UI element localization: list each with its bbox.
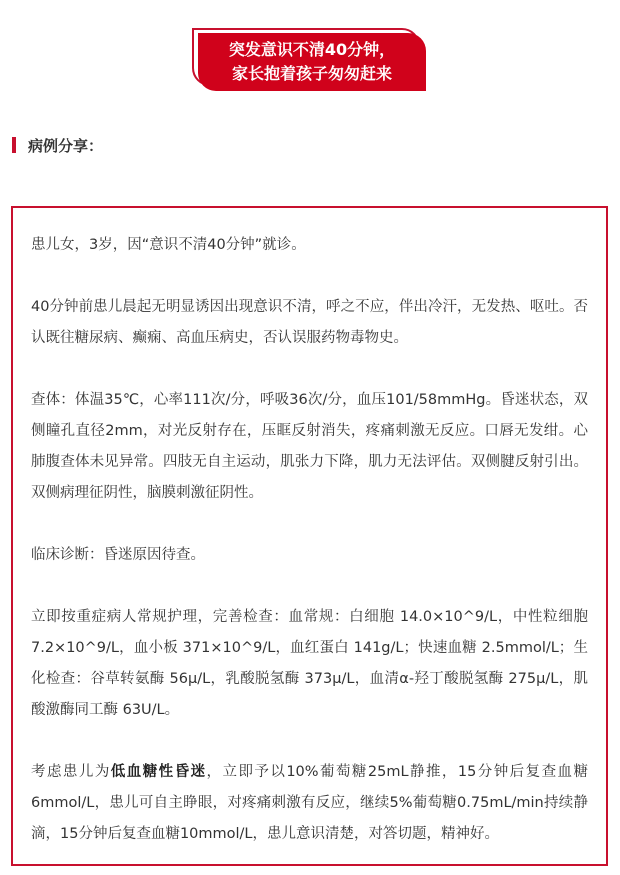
case-history-paragraph: 40分钟前患儿晨起无明显诱因出现意识不清，呼之不应，伴出冷汗，无发热、呕吐。否认既往糖尿病、癫痫、高血压病史，否认误服药物毒物史。: [31, 299, 588, 346]
case-diagnosis-paragraph: 临床诊断：昏迷原因待查。: [31, 547, 205, 563]
treatment-text-post: ，立即予以10%葡萄糖25mL静推，15分钟后复查血糖6mmol/L，患儿可自主睁眼，对疼痛刺激有反应，继续5%葡萄糖0.75mL/min持续静滴，15分钟后复查血糖10mmol/L，患儿意识清楚，对答切题，精神好。: [31, 764, 589, 842]
case-tests-paragraph: 立即按重症病人常规护理，完善检查：血常规：白细胞 14.0×10^9/L，中性粒细胞 7.2×10^9/L，血小板 371×10^9/L，血红蛋白 141g/L；快速血糖 2.5mmol/L；生化检查：谷草转氨酶 56μ/L，乳酸脱氢酶 373μ/L，血清α-羟丁酸脱氢酶 275μ/L，肌酸激酶同工酶 63U/L。: [31, 609, 588, 718]
case-exam-paragraph: 查体：体温35℃，心率111次/分，呼吸36次/分，血压101/58mmHg。昏迷状态，双侧瞳孔直径2mm，对光反射存在，压眶反射消失，疼痛刺激无反应。口唇无发绀。心肺腹查体未见异常。四肢无自主运动，肌张力下降，肌力无法评估。双侧腱反射引出。双侧病理征阴性，脑膜刺激征阴性。: [31, 392, 588, 501]
treatment-text-pre: 考虑患儿为: [31, 764, 111, 780]
title-banner: [192, 28, 428, 92]
banner-line-1: 突发意识不清40分钟，: [228, 40, 396, 59]
section-title: 病例分享：: [28, 136, 104, 155]
case-box: [11, 206, 608, 866]
section-heading: [12, 135, 103, 155]
section-marker-bar: [12, 137, 16, 153]
banner-box: [198, 33, 426, 91]
treatment-diagnosis-bold: 低血糖性昏迷: [110, 764, 207, 780]
banner-line-2: 家长抱着孩子匆匆赶来: [231, 64, 392, 83]
case-treatment-paragraph: [31, 757, 588, 850]
case-intro-paragraph: 患儿女，3岁，因“意识不清40分钟”就诊。: [31, 237, 306, 253]
